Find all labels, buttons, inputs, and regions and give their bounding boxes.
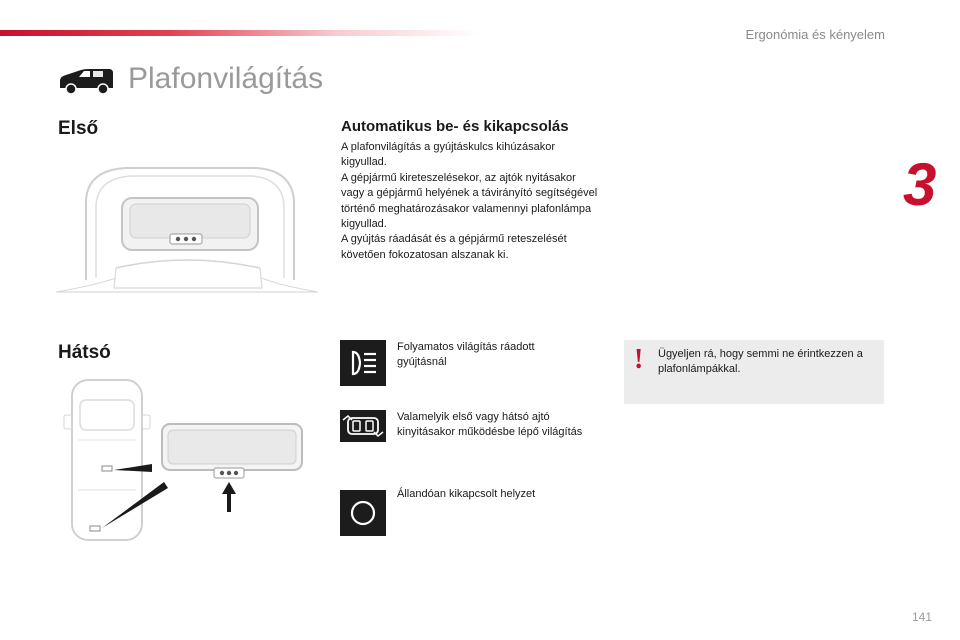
page-title: Plafonvilágítás (128, 62, 324, 95)
car-door-icon (340, 410, 386, 442)
front-heading: Első (58, 118, 99, 139)
mode-text-door: Valamelyik első vagy hátsó ajtó kinyitásakor működésbe lépő világítás (397, 411, 583, 439)
front-ceiling-light-illustration (56, 160, 318, 330)
auto-paragraph-1: A plafonvilágítás a gyújtáskulcs kihúzásakor kigyullad. (341, 141, 556, 169)
rear-heading: Hátsó (58, 342, 111, 363)
auto-description (341, 140, 601, 263)
auto-paragraph-3: A gyújtás ráadását és a gépjármű reteszelését követően fokozatosan alszanak ki. (341, 233, 567, 261)
warning-box (624, 340, 884, 404)
section-title: Ergonómia és kényelem (745, 27, 885, 42)
page-number: 141 (911, 610, 932, 624)
light-beam-icon (340, 340, 386, 386)
chapter-number: 3 (903, 151, 937, 218)
circle-off-icon (340, 490, 386, 536)
mode-text-off: Állandóan kikapcsolt helyzet (397, 488, 536, 500)
van-icon (57, 66, 115, 96)
mode-text-on: Folyamatos világítás ráadott gyújtásnál (397, 341, 535, 369)
warning-icon: ! (634, 344, 644, 375)
rear-ceiling-light-illustration (56, 370, 318, 545)
auto-heading: Automatikus be- és kikapcsolás (341, 118, 569, 135)
warning-text: Ügyeljen rá, hogy semmi ne érintkezzen a plafonlámpákkal. (658, 348, 863, 376)
header-accent-bar (0, 30, 480, 36)
auto-paragraph-2: A gépjármű kireteszelésekor, az ajtók nyitásakor vagy a gépjármű helyének a távirányító segítségével történő meghatározásakor valamennyi plafonlámpa kigyullad. (341, 171, 598, 231)
